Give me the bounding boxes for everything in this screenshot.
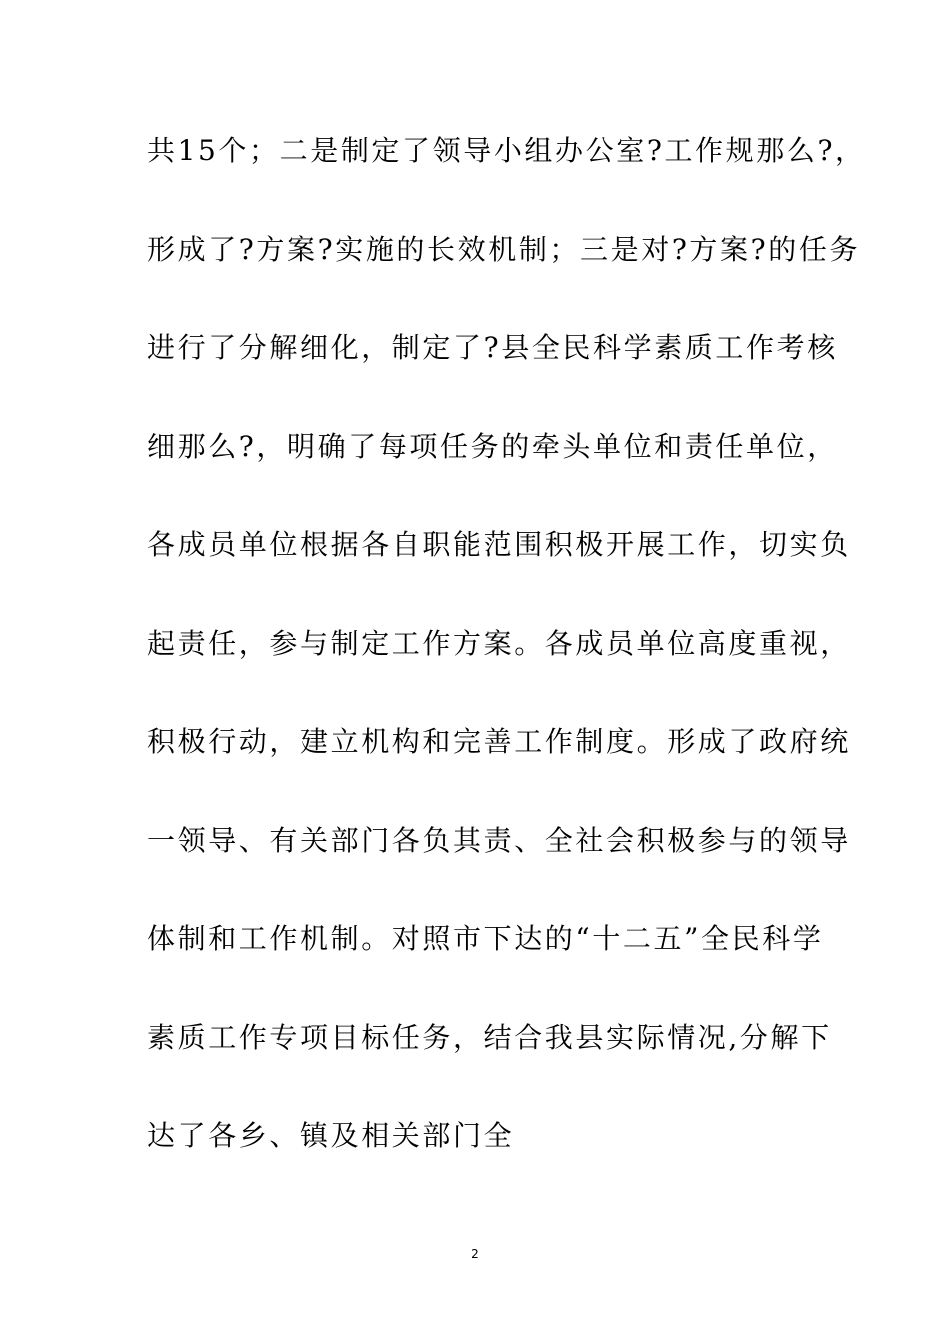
page-number: 2 [471,1247,479,1261]
text-line: 积极行动，建立机构和完善工作制度。形成了政府统 [147,725,851,758]
text-line: 形成了?方案?实施的长效机制；三是对?方案?的任务 [147,232,861,266]
text-line: 进行了分解细化，制定了?县全民科学素质工作考核 [147,331,838,364]
text-line: 起责任，参与制定工作方案。各成员单位高度重视， [147,626,851,660]
text-line: 一领导、有关部门各负其责、全社会积极参与的领导 [147,823,851,857]
text-line: 素质工作专项目标任务，结合我县实际情况,分解下 [147,1020,832,1054]
body-text [147,124,866,1208]
text-line: 细那么?，明确了每项任务的牵头单位和责任单位， [147,429,838,463]
text-line: 各成员单位根据各自职能范围积极开展工作，切实负 [147,528,851,561]
text-line: 共15个；二是制定了领导小组办公室?工作规那么?， [147,134,866,167]
text-line: 达了各乡、镇及相关部门全 [147,1119,515,1152]
text-line: 体制和工作机制。对照市下达的“十二五”全民科学 [147,922,824,955]
